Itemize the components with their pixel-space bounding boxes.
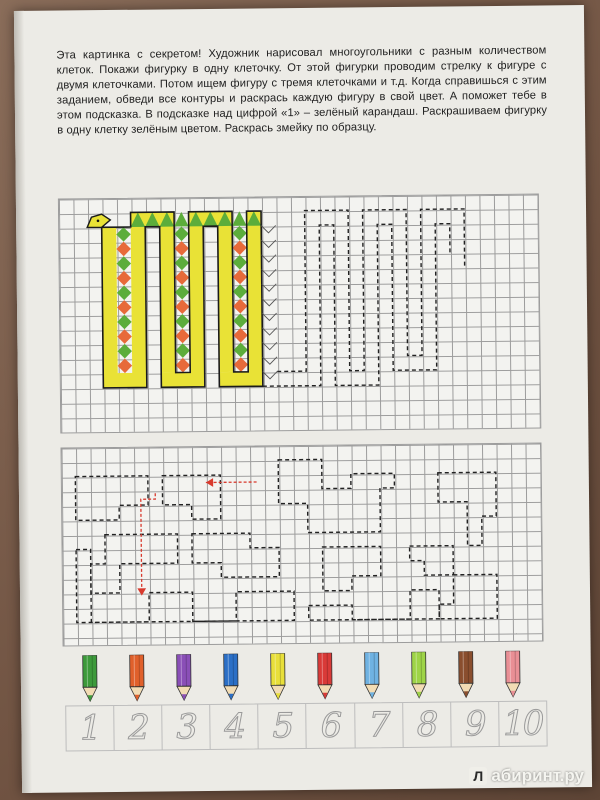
polygon-shape: [439, 574, 497, 618]
dotted-number: 1: [79, 708, 101, 749]
pencil-hint-row: [75, 650, 546, 707]
dotted-number: 9: [464, 704, 485, 745]
number-cell: [259, 704, 308, 749]
arrow-head: [206, 478, 213, 487]
polygon-shape: [76, 547, 294, 622]
number-cell: [210, 704, 259, 749]
dashed-polygons: [75, 458, 497, 623]
pencil-6: [316, 653, 335, 703]
pencil-7: [363, 652, 382, 702]
watermark-text: абиринт.ру: [491, 766, 584, 785]
number-cell: [114, 705, 163, 750]
pencil-4: [222, 654, 241, 704]
pencil-9: [457, 651, 476, 701]
watermark: [469, 766, 584, 786]
polygon-shape: [323, 546, 381, 590]
dotted-number: 3: [176, 707, 197, 748]
polygon-shape: [278, 459, 395, 533]
dotted-number: 8: [416, 704, 437, 745]
number-cell: [307, 703, 356, 748]
polygon-shape: [410, 546, 454, 576]
pencil-1: [81, 655, 100, 705]
dotted-number: 6: [320, 705, 341, 746]
dotted-number: 7: [368, 705, 389, 746]
workbook-page: [14, 5, 592, 793]
red-arrow: [141, 493, 157, 592]
dotted-number: 10: [502, 703, 543, 744]
pencil-10: [504, 651, 523, 701]
polygon-shape: [75, 476, 148, 521]
polygon-shape: [309, 590, 440, 621]
dotted-number: 4: [224, 706, 245, 747]
watermark-logo: Л: [469, 767, 487, 785]
number-cell: [66, 706, 115, 751]
red-arrow: [206, 482, 257, 483]
pencil-3: [175, 654, 194, 704]
number-cell: [451, 702, 500, 747]
instructions-text: Эта картинка с секретом! Художник нарисовал многоугольники с разным количеством клеток. Покажи фигурку в одну клеточку. От этой фигурки проводим стрелку к фигуре с двумя клеточками. Потом ищем фигуру с тремя клеточками и т.д. Когда справишься с этим заданием, обведи все контуры и раскрась каждую фигуру в свой цвет. А поможет тебе в этом подсказка. В подсказке над цифрой «1» – зелёный карандаш. Раскрашиваем фигурку в одну клетку зелёным цветом. Раскрась змейку по образцу.: [56, 44, 548, 137]
number-cell: [403, 702, 452, 747]
pencil-2: [128, 655, 147, 705]
pencil-5: [269, 653, 288, 703]
number-cell: [355, 703, 404, 748]
dotted-number: 2: [128, 707, 149, 748]
polygon-shape: [192, 533, 279, 578]
polygon-shape: [90, 534, 178, 593]
dotted-number: 5: [272, 706, 293, 747]
pencil-8: [410, 652, 429, 702]
number-cell: [162, 705, 211, 750]
red-arrows: [136, 478, 258, 596]
polygon-shape: [438, 472, 497, 546]
arrow-head: [137, 588, 146, 595]
number-cell: [499, 701, 547, 745]
number-row: [65, 700, 547, 751]
